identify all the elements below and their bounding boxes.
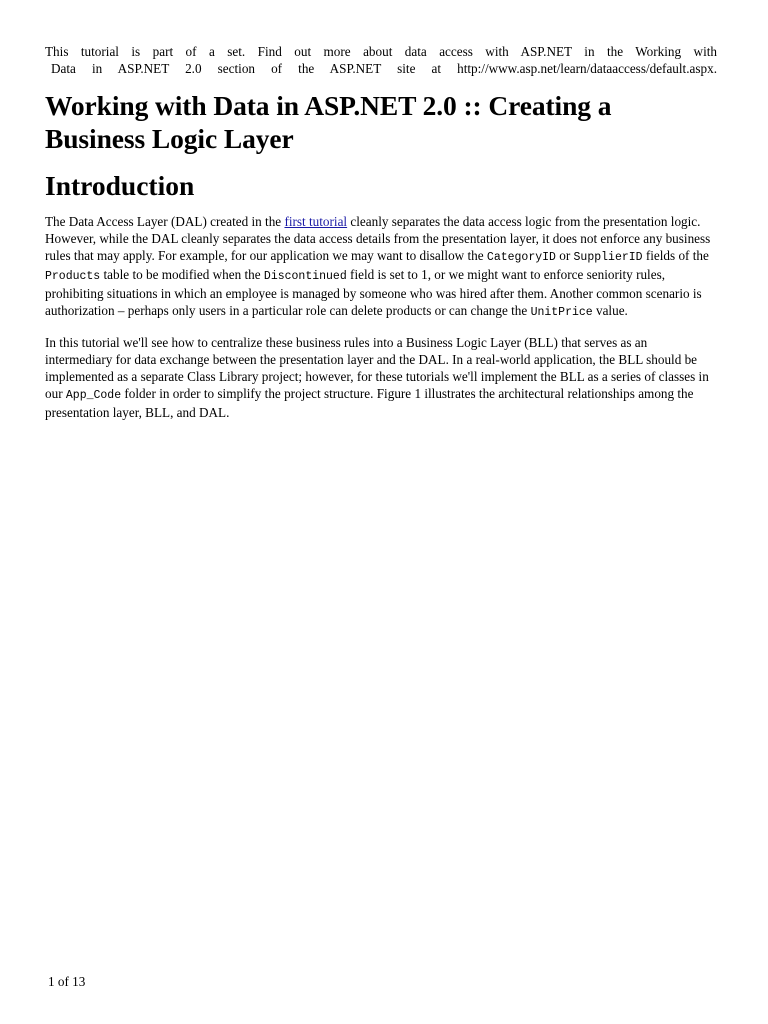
p2-text-1: In this tutorial we'll see how to centralize these business rules into a Business Logic Layer (BLL) that serves as an intermediary for data exchange between the presentation layer and the DAL. In a real-world application, the BLL should be implemented as a separate Class Library project; however, for these tutorials we'll implement the BLL as a series of classes in our [45,335,709,402]
document-title-line-1: Working with Data in ASP.NET 2.0 :: Creating a [45,90,612,121]
introduction-paragraph-2 [45,335,717,422]
p1-text-3: or [555,247,574,263]
introduction-paragraph-1 [45,214,717,321]
p1-text-1: The Data Access Layer (DAL) created in the [45,214,285,229]
series-note [45,44,717,77]
document-page [45,44,717,436]
document-title [45,89,717,155]
supplierid-code: SupplierID [573,250,643,264]
introduction-heading: Introduction [45,170,195,201]
p2-text-2: folder in order to simplify the project structure. Figure 1 illustrates the architectural relationships among the presentation layer, BLL, and DAL. [45,386,694,421]
unitprice-code: UnitPrice [530,305,593,319]
p1-text-2: cleanly separates the data access logic from the presentation logic. However, while the DAL cleanly separates the data access details from the presentation layer, it does not enforce any business rules that may apply. For example, for our application we may want to disallow the [45,214,711,263]
page-indicator: 1 of 13 [48,974,86,989]
first-tutorial-link[interactable]: first tutorial [284,214,348,229]
products-code: Products [45,269,101,283]
series-note-line-1: This tutorial is part of a set. Find out more about data access with ASP.NET in the Working with [45,44,717,59]
categoryid-code: CategoryID [486,250,556,264]
app-code-code: App_Code [65,389,122,403]
document-title-line-2: Business Logic Layer [45,123,294,154]
p1-text-7: value. [592,302,628,318]
discontinued-code: Discontinued [263,269,347,283]
p1-text-6: field is set to 1, or we might want to enforce seniority rules, prohibiting situations in which an employee is managed by someone who was hired after them. Another common scenario is authorization – perhaps only users in a particular role can delete products or can change the [45,266,702,318]
series-note-line-2: Data in ASP.NET 2.0 section of the ASP.NET site at http://www.asp.net/learn/dataaccess/default.aspx. [51,60,717,76]
p1-text-4: fields of the [642,247,709,263]
p1-text-5: table to be modified when the [100,266,264,282]
